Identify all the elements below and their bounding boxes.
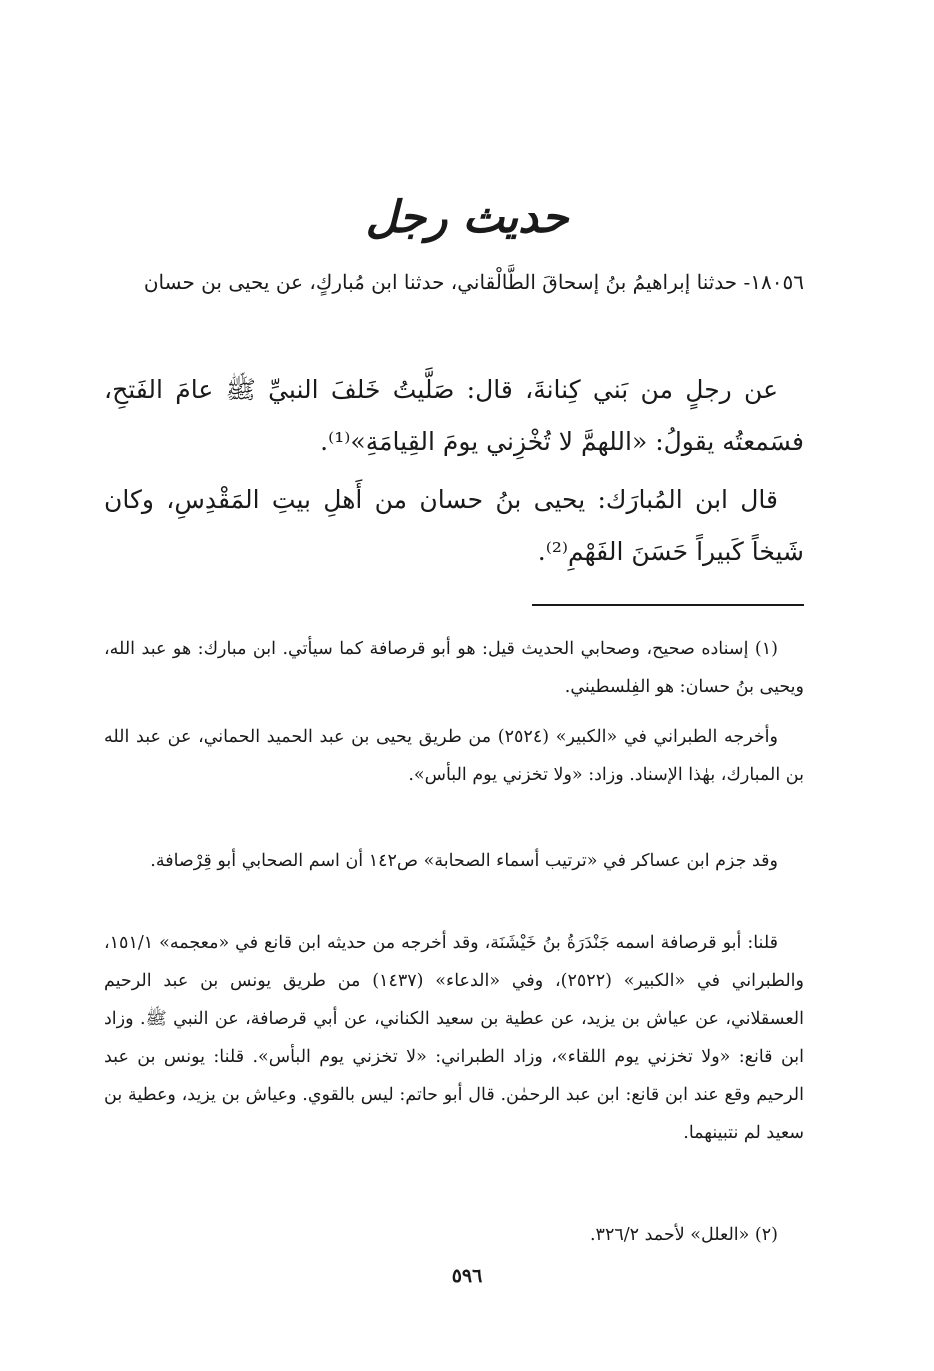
footnote-1: (١) إسناده صحيح، وصحابي الحديث قيل: هو أبو قرصافة كما سيأتي. ابن مبارك: هو عبد الله، ويحيى بنُ حسان: هو الفِلسطيني. (104, 639, 804, 697)
hadith-isnad: ١٨٠٥٦- حدثنا إبراهيمُ بنُ إسحاقَ الطَّالْقاني، حدثنا ابن مُباركٍ، عن يحيى بن حسان (143, 270, 804, 294)
footnote-divider (532, 604, 804, 606)
narrator-comment: قال ابن المُبارَك: يحيى بنُ حسان من أَهلِ بيتِ المَقْدِسِ، وكان شَيخاً كَبيراً حَسَنَ الفَهْمِ⁽²⁾. (104, 485, 804, 566)
footnote-1-ibn-asakir: وقد جزم ابن عساكر في «ترتيب أسماء الصحابة» ص١٤٢ أن اسم الصحابي أبو قِرْصافة. (150, 851, 778, 871)
hadith-matn: عن رجلٍ من بَني كِنانةَ، قال: صَلَّيتُ خَلفَ النبيِّ ﷺ عامَ الفَتحِ، فسَمعتُه يقولُ: «اللهمَّ لا تُخْزِني يومَ القِيامَةِ»⁽¹⁾. (104, 375, 804, 456)
chapter-title: حديث رجل (365, 192, 569, 243)
footnote-2: (٢) «العلل» لأحمد ٣٢٦/٢. (589, 1225, 778, 1245)
page-number: ٥٩٦ (451, 1265, 483, 1287)
footnote-1-takhrij: وأخرجه الطبراني في «الكبير» (٢٥٢٤) من طريق يحيى بن عبد الحميد الحماني، عن عبد الله بن المبارك، بهٰذا الإسناد. وزاد: «ولا تخزني يوم البأس». (104, 727, 804, 785)
footnote-1-qulna: قلنا: أبو قرصافة اسمه جَنْدَرَةُ بنُ خَيْشَنَة، وقد أخرجه من حديثه ابن قانع في «معجمه» ١٥١/١، والطبراني في «الكبير» (٢٥٢٢)، وفي «الدعاء» (١٤٣٧) من طريق يونس بن عبد الرحيم العسقلاني، عن عياش بن يزيد، عن عطية بن سعيد الكناني، عن أبي قرصافة، عن النبي ﷺ. وزاد ابن قانع: «ولا تخزني يوم اللقاء»، وزاد الطبراني: «لا تخزني يوم البأس». قلنا: يونس بن عبد الرحيم وقع عند ابن قانع: ابن عبد الرحمٰن. قال أبو حاتم: ليس بالقوي. وعياش بن يزيد، وعطية بن سعيد لم نتبينهما. (104, 933, 804, 1143)
